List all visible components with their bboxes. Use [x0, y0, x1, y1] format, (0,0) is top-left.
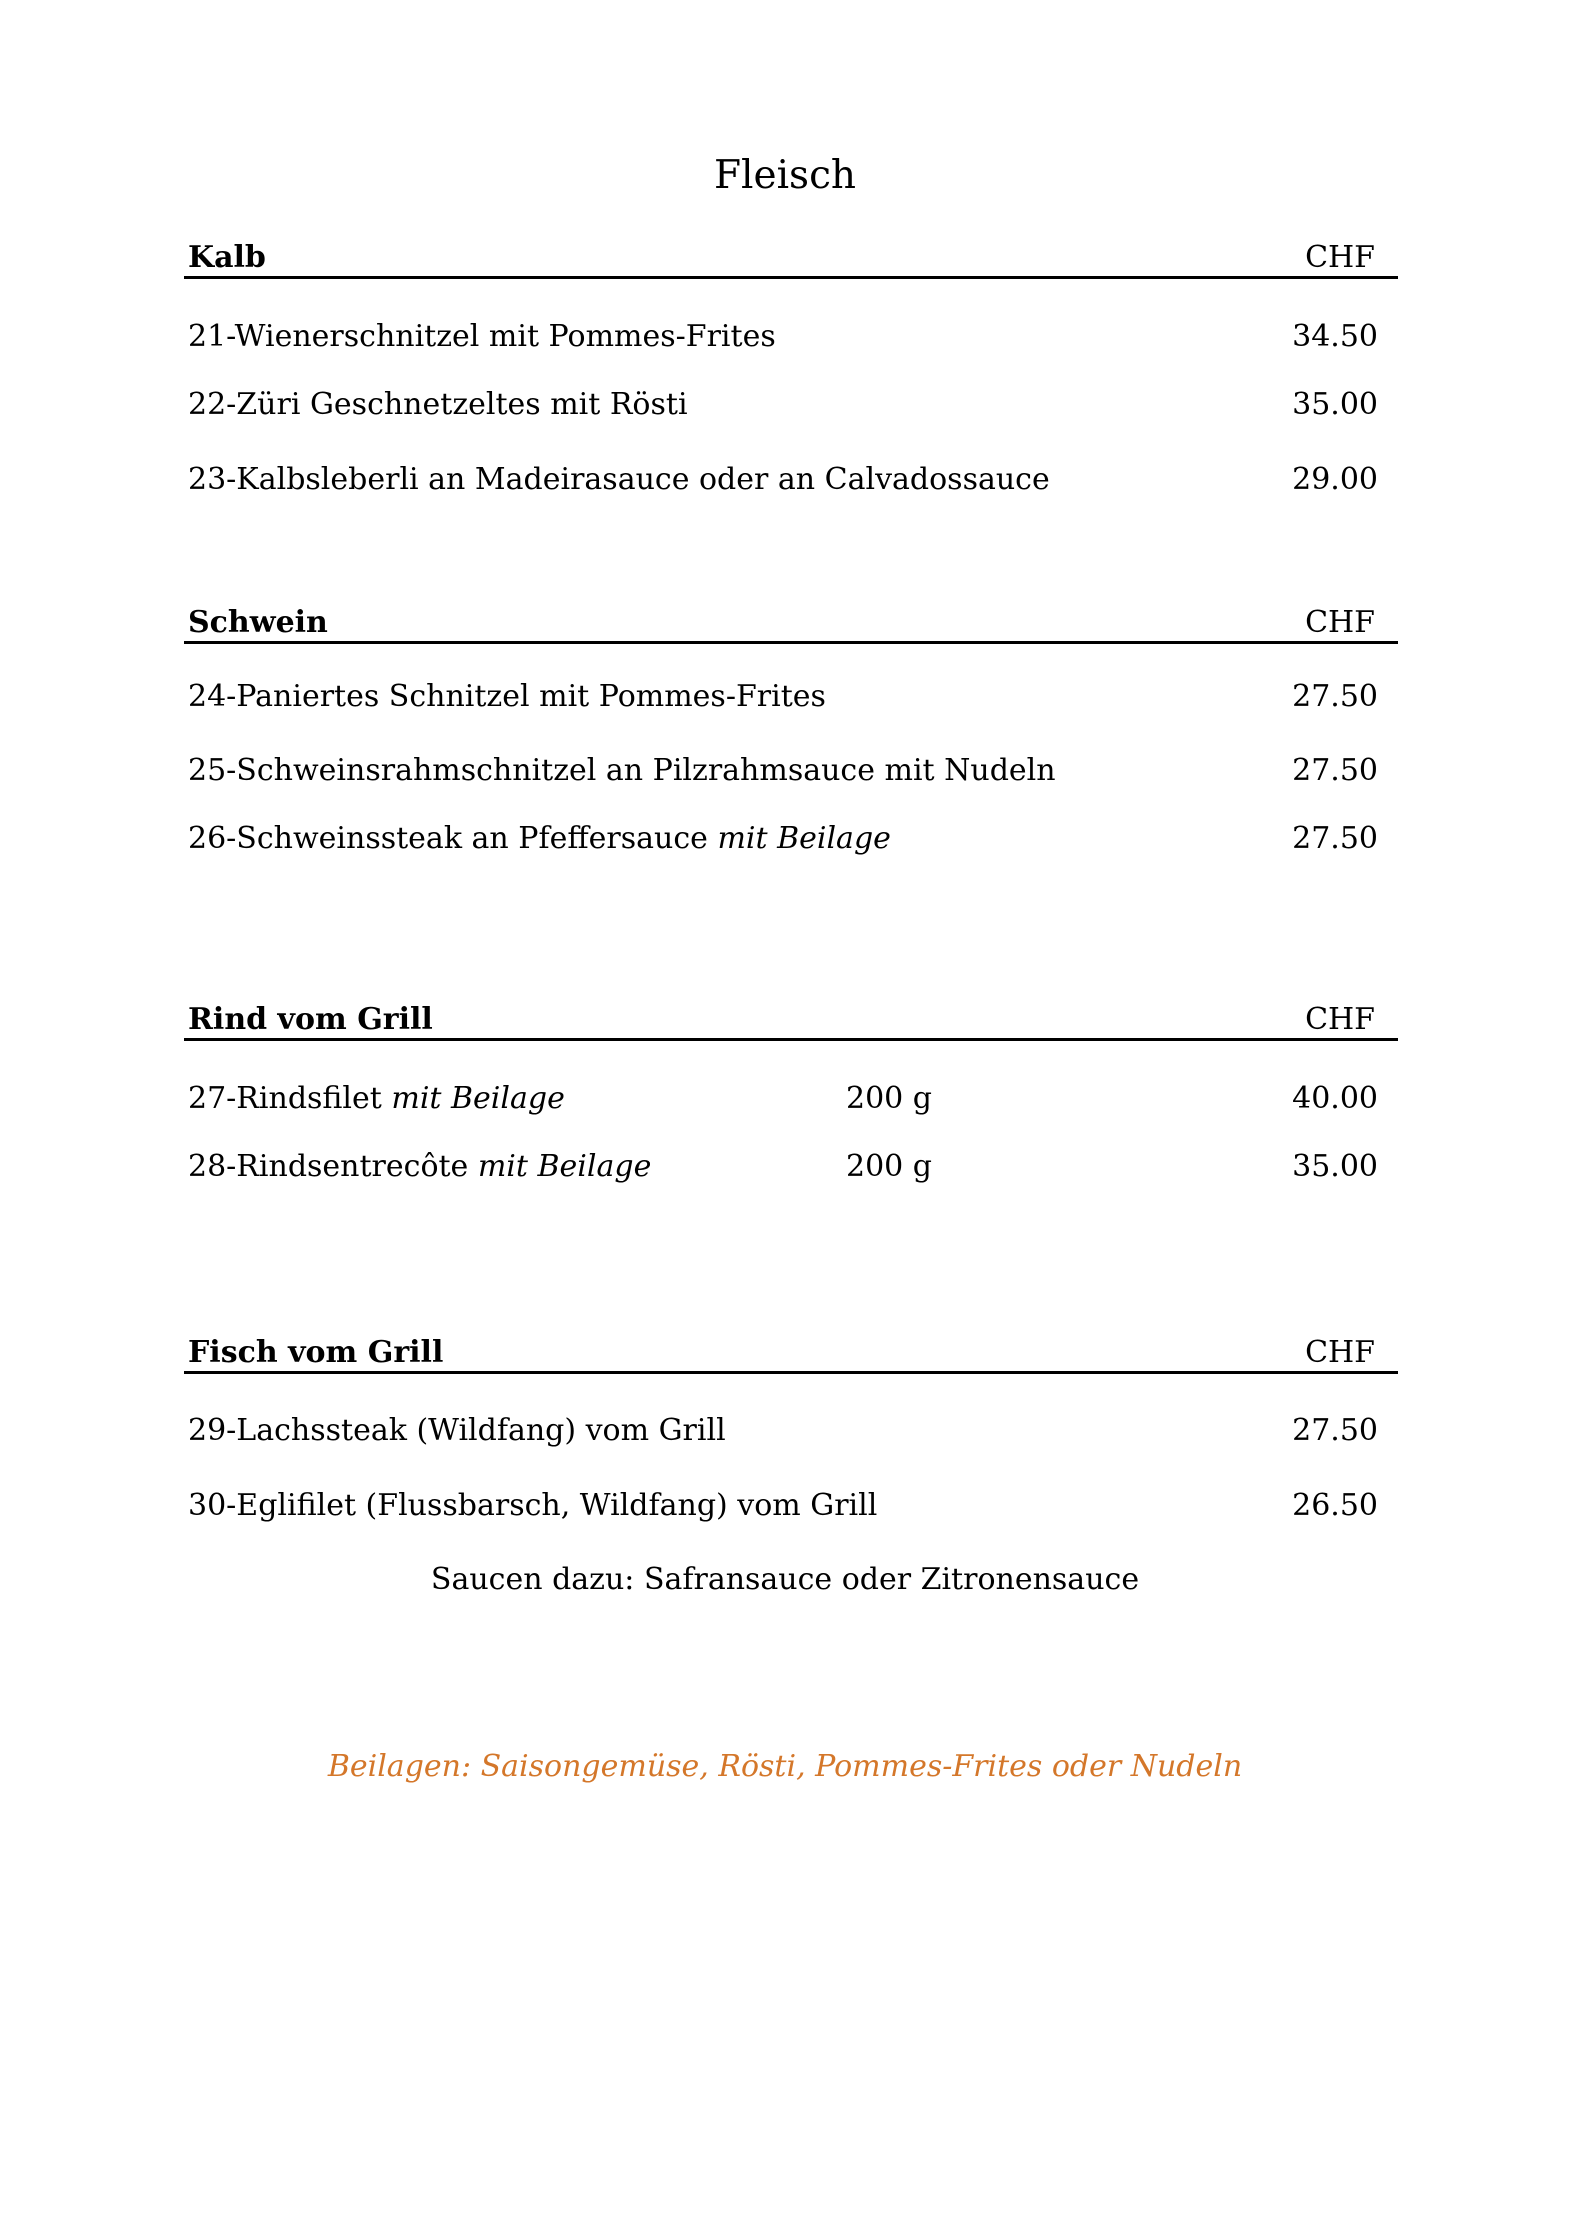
menu-item	[188, 1484, 1378, 1528]
section-rule	[184, 276, 1398, 279]
menu-item	[188, 1409, 1378, 1453]
item-description: 28-Rindsentrecôte mit Beilage	[188, 1149, 652, 1184]
item-description: 21-Wienerschnitzel mit Pommes-Frites	[188, 319, 776, 354]
item-description: 30-Eglifilet (Flussbarsch, Wildfang) vom Grill	[188, 1488, 878, 1523]
section-header-fisch	[188, 1331, 1397, 1375]
item-description: 22-Züri Geschnetzeltes mit Rösti	[188, 387, 688, 422]
item-price: 34.50	[1292, 319, 1378, 354]
sauce-note: Saucen dazu: Safransauce oder Zitronensauce	[430, 1562, 1140, 1597]
currency-label: CHF	[1305, 240, 1375, 275]
menu-item	[188, 1145, 1378, 1189]
currency-label: CHF	[1305, 605, 1375, 640]
item-description: 29-Lachssteak (Wildfang) vom Grill	[188, 1413, 726, 1448]
item-description: 24-Paniertes Schnitzel mit Pommes-Frites	[188, 679, 826, 714]
menu-item	[188, 817, 1378, 861]
menu-item	[188, 458, 1378, 502]
sides-note: Beilagen: Saisongemüse, Rösti, Pommes-Frites oder Nudeln	[327, 1749, 1243, 1784]
section-header-rind	[188, 998, 1397, 1042]
menu-item	[188, 675, 1378, 719]
item-description: 23-Kalbsleberli an Madeirasauce oder an Calvadossauce	[188, 462, 1050, 497]
section-rule	[184, 641, 1398, 644]
page-title: Fleisch	[713, 153, 857, 198]
item-price: 27.50	[1292, 679, 1378, 714]
item-note: mit Beilage	[477, 1149, 652, 1184]
item-price: 35.00	[1292, 387, 1378, 422]
menu-item	[188, 749, 1378, 793]
section-header-schwein	[188, 601, 1397, 645]
section-name: Fisch vom Grill	[188, 1335, 444, 1370]
item-description: 25-Schweinsrahmschnitzel an Pilzrahmsauce mit Nudeln	[188, 753, 1056, 788]
section-name: Rind vom Grill	[188, 1002, 433, 1037]
menu-item	[188, 1077, 1378, 1121]
item-note: mit Beilage	[717, 821, 891, 856]
item-description: 27-Rindsfilet mit Beilage	[188, 1081, 565, 1116]
item-price: 27.50	[1292, 1413, 1378, 1448]
item-weight: 200 g	[846, 1149, 933, 1184]
currency-label: CHF	[1305, 1002, 1375, 1037]
section-rule	[184, 1038, 1398, 1041]
section-name: Schwein	[188, 605, 328, 640]
currency-label: CHF	[1305, 1335, 1375, 1370]
item-price: 35.00	[1292, 1149, 1378, 1184]
menu-item	[188, 315, 1378, 359]
item-price: 26.50	[1292, 1488, 1378, 1523]
section-name: Kalb	[188, 240, 266, 275]
item-price: 27.50	[1292, 753, 1378, 788]
item-weight: 200 g	[846, 1081, 933, 1116]
menu-item	[188, 383, 1378, 427]
section-header-kalb	[188, 236, 1397, 280]
item-note: mit Beilage	[391, 1081, 565, 1116]
item-price: 27.50	[1292, 821, 1378, 856]
item-price: 29.00	[1292, 462, 1378, 497]
section-rule	[184, 1371, 1398, 1374]
item-description: 26-Schweinssteak an Pfeffersauce mit Beilage	[188, 821, 891, 856]
item-price: 40.00	[1292, 1081, 1378, 1116]
